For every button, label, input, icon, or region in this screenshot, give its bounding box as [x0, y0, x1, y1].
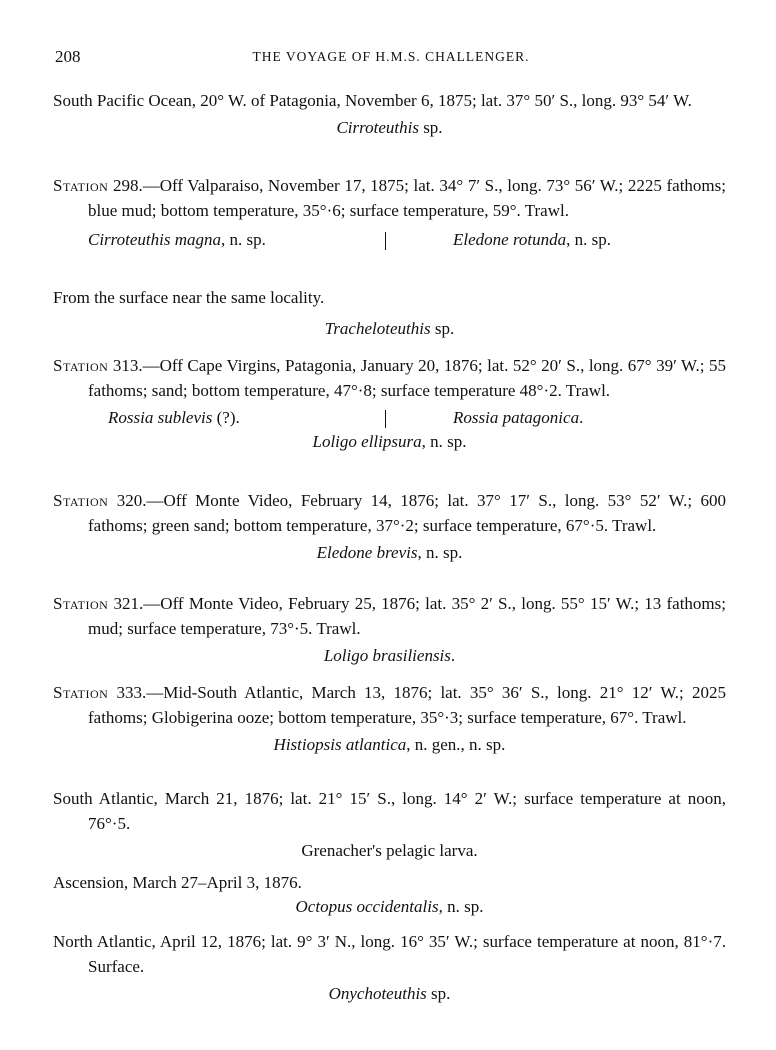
entry-text	[53, 353, 726, 403]
species-line	[53, 981, 726, 1006]
species-suffix: , n. sp.	[417, 543, 463, 562]
species-name: Eledone rotunda	[453, 230, 567, 249]
species-line	[53, 894, 726, 919]
entry-text	[53, 173, 726, 223]
station-label: Station	[53, 356, 109, 375]
species-name: Onychoteuthis	[328, 984, 427, 1003]
entry-station-313	[53, 353, 726, 454]
species-suffix: , n. sp.	[421, 432, 467, 451]
species-pair	[53, 227, 726, 253]
species-name: Octopus occidentalis	[295, 897, 439, 916]
species-suffix: .	[579, 408, 584, 427]
column-divider	[385, 410, 386, 428]
species-suffix: sp.	[430, 319, 455, 338]
column-divider	[385, 232, 386, 250]
entry-text: From the surface near the same locality.	[53, 288, 325, 307]
species-suffix: , n. sp.	[438, 897, 484, 916]
species-name: Cirroteuthis	[336, 118, 419, 137]
entry-north-atlantic	[53, 929, 726, 1006]
species-suffix: , n. gen., n. sp.	[406, 735, 506, 754]
species-name: Loligo brasiliensis	[323, 646, 451, 665]
species-line	[53, 316, 726, 341]
species-suffix: .	[450, 646, 456, 665]
species-suffix: (?).	[212, 408, 240, 427]
species-suffix: , n. sp.	[221, 230, 266, 249]
running-title: THE VOYAGE OF H.M.S. CHALLENGER.	[252, 49, 530, 64]
entry-south-pacific	[53, 88, 726, 140]
species-pair	[53, 405, 726, 431]
species-right	[453, 227, 611, 252]
station-label: Station	[53, 491, 109, 510]
entry-text	[53, 488, 726, 538]
entry-station-333	[53, 680, 726, 757]
station-label: Station	[53, 176, 109, 195]
species-name: Tracheloteuthis	[324, 319, 431, 338]
page-header	[55, 47, 727, 69]
entry-surface-same-locality	[53, 285, 726, 341]
species-line	[53, 540, 726, 565]
station-text: 298.—Off Valparaiso, November 17, 1875; lat. 34° 7′ S., long. 73° 56′ W.; 2225 fathoms; blue mud; bottom temperature, 35°·6; surface temperature, 59°. Trawl.	[88, 176, 726, 220]
station-label: Station	[53, 683, 109, 702]
entry-station-320	[53, 488, 726, 565]
species-line	[53, 643, 726, 668]
station-text: 321.—Off Monte Video, February 25, 1876; lat. 35° 2′ S., long. 55° 15′ W.; 13 fathoms; mud; surface temperature, 73°·5. Trawl.	[88, 594, 726, 638]
page-number: 208	[55, 47, 81, 66]
species-name: Histiopsis atlantica	[273, 735, 407, 754]
species-suffix: , n. sp.	[566, 230, 612, 249]
entry-station-321	[53, 591, 726, 668]
species-name: Loligo ellipsura	[312, 432, 422, 451]
species-name: Rossia patagonica	[453, 408, 580, 427]
species-line	[53, 115, 726, 140]
entry-text	[53, 591, 726, 641]
species-name: Cirroteuthis magna	[88, 230, 222, 249]
species-left	[108, 405, 240, 430]
entry-text	[53, 680, 726, 730]
entry-text: South Pacific Ocean, 20° W. of Patagonia, November 6, 1875; lat. 37° 50′ S., long. 93° 54′ W.	[53, 91, 692, 110]
station-text: 333.—Mid-South Atlantic, March 13, 1876; lat. 35° 36′ S., long. 21° 12′ W.; 2025 fathoms; Globigerina ooze; bottom temperature, 35°·3; surface temperature, 67°. Trawl.	[88, 683, 726, 727]
entry-south-atlantic	[53, 786, 726, 863]
species-line	[53, 732, 726, 757]
station-label: Station	[53, 594, 109, 613]
species-name: Rossia sublevis	[108, 408, 213, 427]
station-text: 313.—Off Cape Virgins, Patagonia, January 20, 1876; lat. 52° 20′ S., long. 67° 39′ W.; 55 fathoms; sand; bottom temperature, 47°·8; surface temperature 48°·2. Trawl.	[88, 356, 726, 400]
entry-station-298	[53, 173, 726, 253]
species-line: Grenacher's pelagic larva.	[301, 841, 478, 860]
entry-text: North Atlantic, April 12, 1876; lat. 9° 3′ N., long. 16° 35′ W.; surface temperature at noon, 81°·7. Surface.	[53, 932, 726, 976]
species-line	[53, 429, 726, 454]
entry-text: South Atlantic, March 21, 1876; lat. 21° 15′ S., long. 14° 2′ W.; surface temperature at noon, 76°·5.	[53, 789, 726, 833]
entry-text: Ascension, March 27–April 3, 1876.	[53, 873, 302, 892]
species-left	[88, 227, 266, 252]
species-suffix: sp.	[426, 984, 451, 1003]
station-text: 320.—Off Monte Video, February 14, 1876; lat. 37° 17′ S., long. 53° 52′ W.; 600 fathoms; green sand; bottom temperature, 37°·2; surface temperature, 67°·5. Trawl.	[88, 491, 726, 535]
species-name: Eledone brevis	[316, 543, 418, 562]
entry-ascension	[53, 870, 726, 919]
species-suffix: sp.	[418, 118, 443, 137]
species-right	[453, 405, 583, 430]
